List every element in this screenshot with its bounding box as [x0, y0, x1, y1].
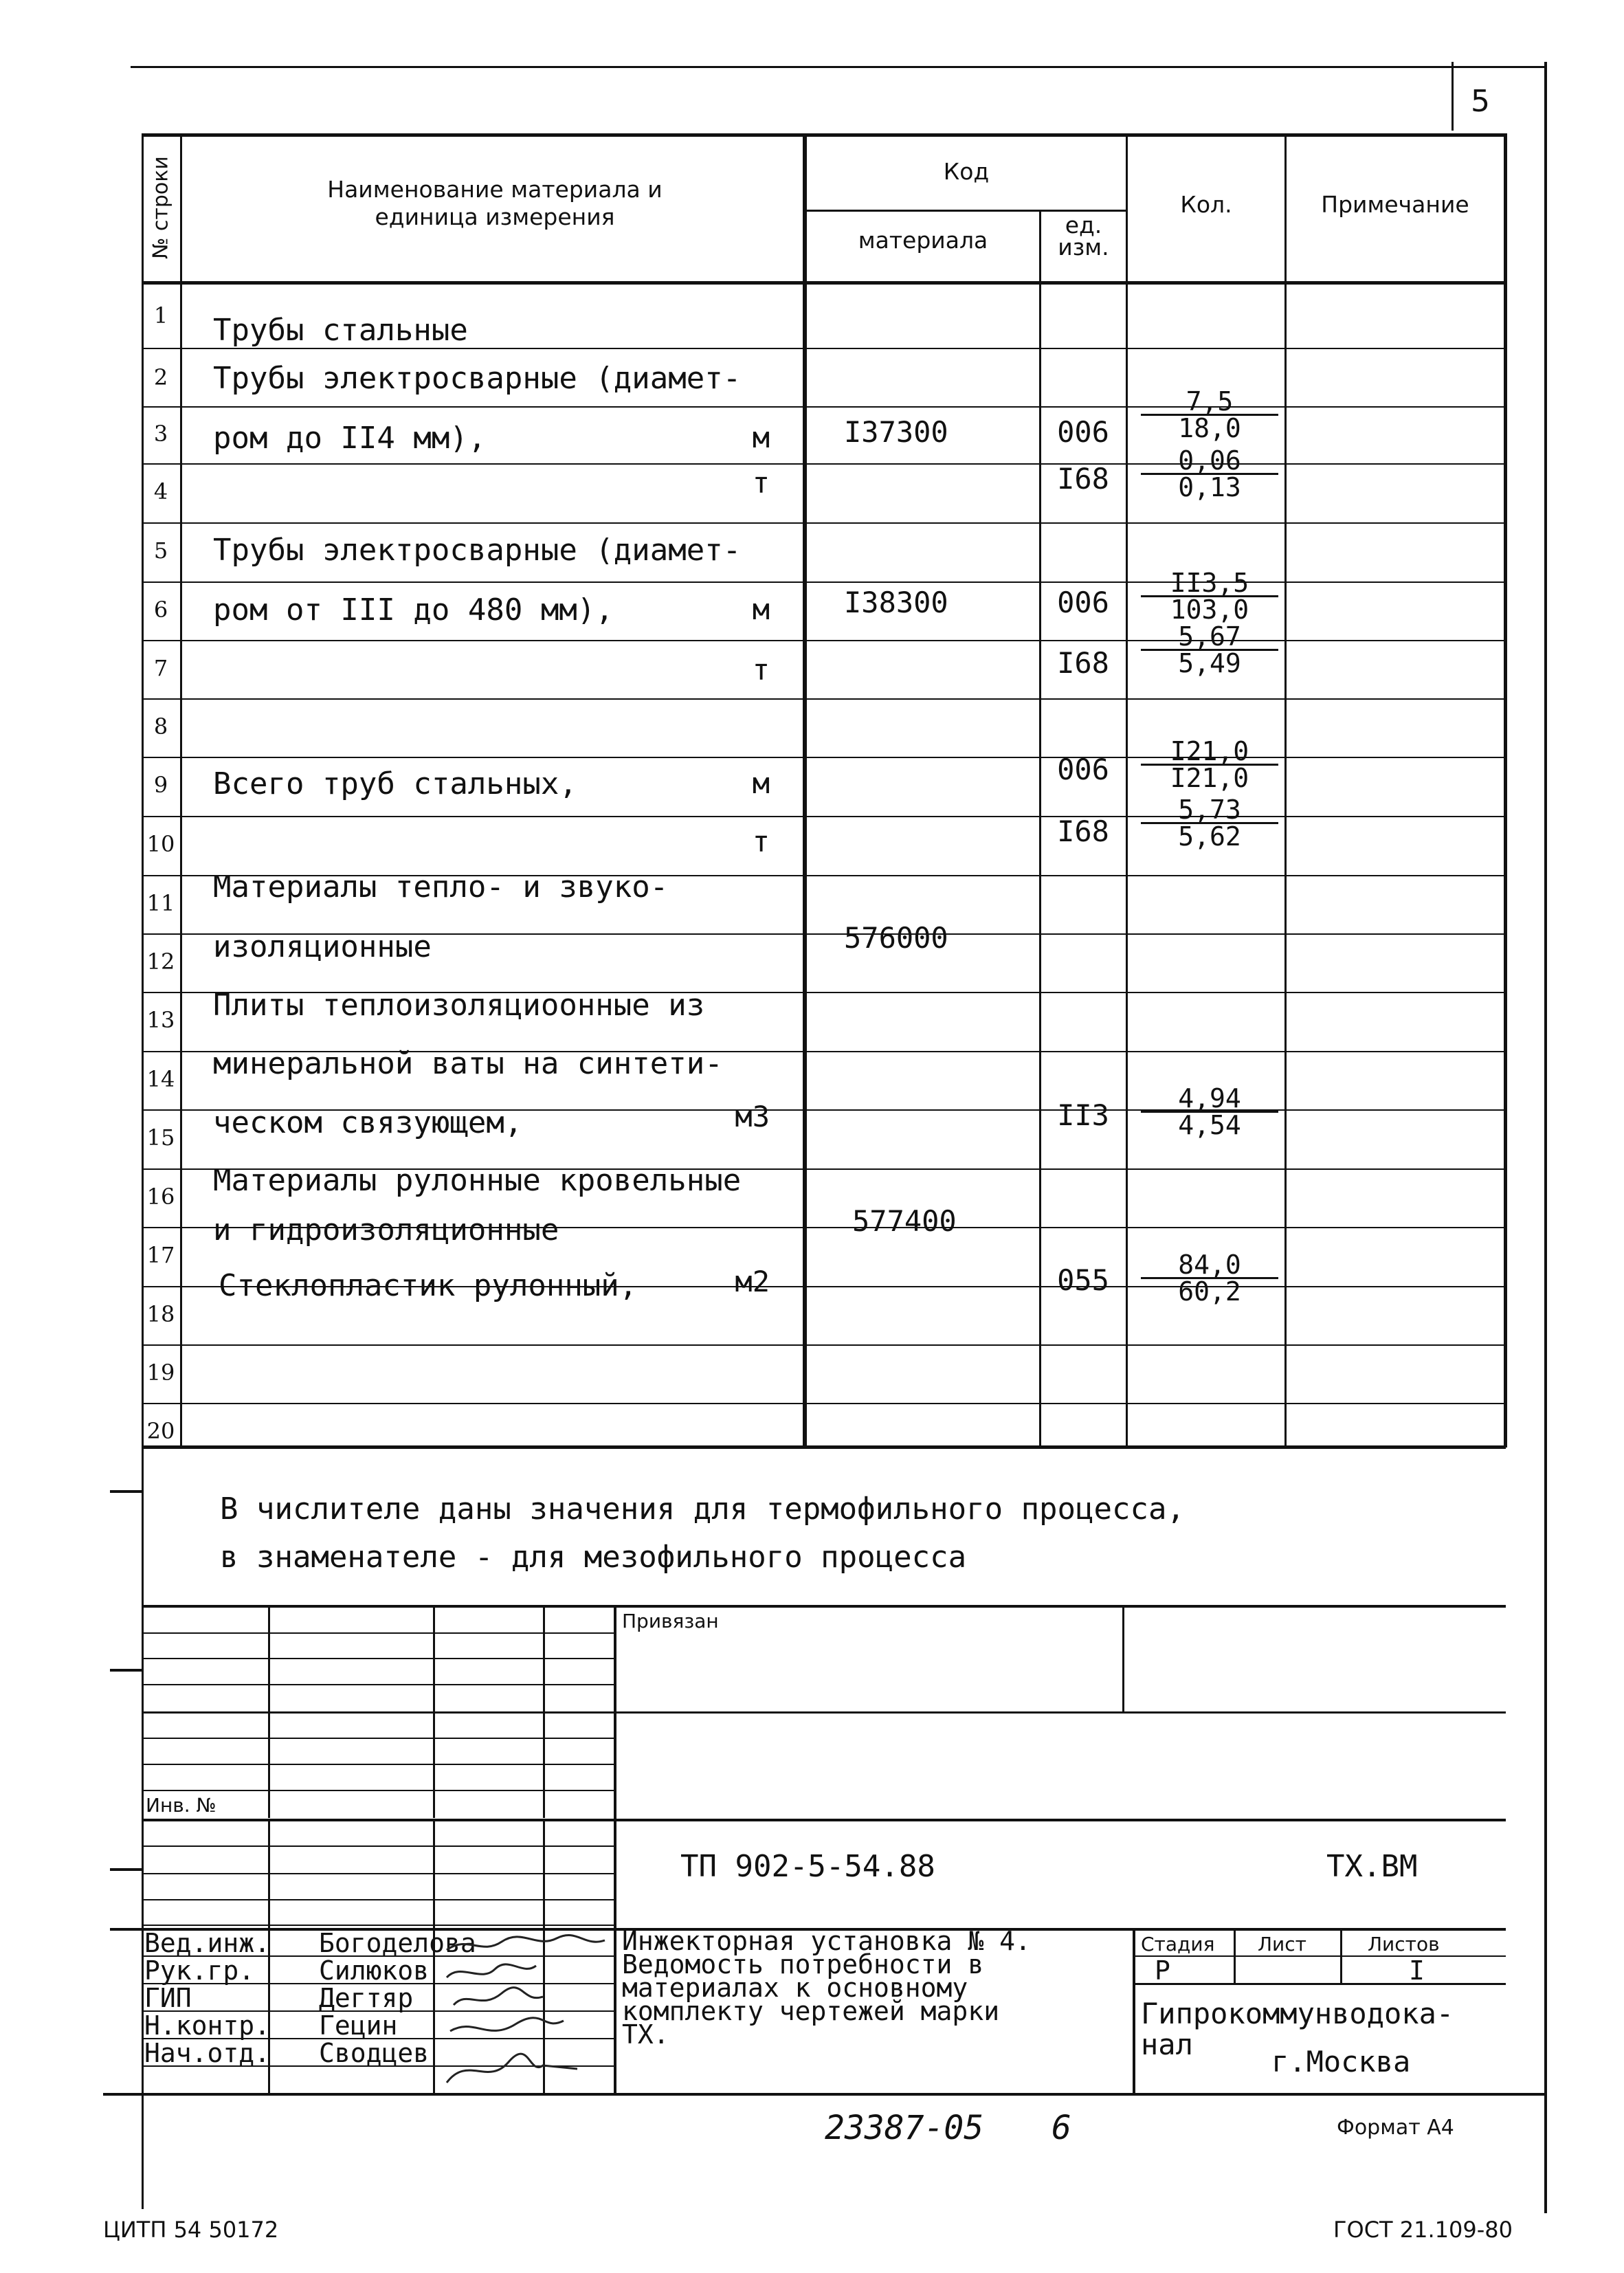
archive-number: 23387-05: [825, 2109, 984, 2147]
unit-code: 055: [1057, 1263, 1109, 1297]
row-unit: м: [752, 766, 770, 800]
person-name: Сводцев: [319, 2038, 430, 2068]
row-name: Плиты теплоизоляциоонные из: [213, 988, 705, 1023]
quantity-fraction: $\frac{II3,5}{103,0}$: [1141, 570, 1278, 622]
material-code: I37300: [844, 415, 948, 449]
row-number: 2: [153, 364, 168, 390]
unit-code: I68: [1057, 814, 1109, 848]
stage-label: Стадия: [1141, 1933, 1215, 1955]
document-mark: ТХ.ВМ: [1326, 1849, 1418, 1884]
row-name: Материалы тепло- и звуко-: [213, 869, 669, 905]
role-label: ГИП: [144, 1983, 192, 2013]
header-qty: Кол.: [1180, 191, 1232, 218]
row-number: 20: [146, 1418, 175, 1444]
quantity-fraction: $\frac{I21,0}{I21,0}$: [1141, 739, 1278, 790]
header-unit-code: ед. изм.: [1058, 212, 1109, 260]
person-name: Богоделова: [319, 1928, 476, 1958]
row-number: 12: [146, 949, 175, 975]
row-name: Материалы рулонные кровельные: [213, 1163, 742, 1198]
footer-standard: ГОСТ 21.109-80: [1333, 2217, 1513, 2243]
role-label: Рук.гр.: [144, 1955, 255, 1986]
row-number: 15: [146, 1124, 175, 1151]
person-name: Дегтяр: [319, 1983, 414, 2013]
row-number: 10: [146, 831, 175, 857]
row-name: Всего труб стальных,: [213, 766, 577, 801]
frame-right-line: [1544, 62, 1547, 2213]
row-number: 14: [146, 1066, 175, 1092]
row-unit: т: [752, 466, 770, 500]
row-number: 5: [153, 537, 168, 564]
unit-code: I68: [1057, 646, 1109, 680]
row-number: 11: [146, 890, 175, 916]
format-label: Формат А4: [1337, 2116, 1454, 2140]
footer-left-code: ЦИТП 54 50172: [103, 2217, 279, 2243]
row-number: 7: [153, 655, 168, 681]
quantity-fraction: $\frac{4,94}{4,54}$: [1141, 1086, 1278, 1138]
row-name: ром до II4 мм),: [213, 421, 487, 456]
sheets-value: I: [1409, 1955, 1425, 1986]
row-name: ческом связующем,: [213, 1105, 523, 1140]
row-number: 4: [153, 478, 168, 505]
organization-city: г.Москва: [1271, 2045, 1411, 2078]
header-code: Код: [943, 158, 990, 185]
row-number: 18: [146, 1301, 175, 1327]
footnote-line-2: в знаменателе - для мезофильного процесса: [220, 1540, 967, 1575]
row-unit: т: [752, 825, 770, 858]
unit-code: 006: [1057, 415, 1109, 449]
row-name: Трубы стальные: [213, 313, 468, 348]
row-number: 1: [153, 302, 168, 329]
sheets-label: Листов: [1368, 1933, 1440, 1955]
row-name: Стеклопластик рулонный,: [219, 1268, 638, 1303]
row-name: Трубы электросварные (диамет-: [213, 361, 742, 396]
footnote-line-1: В числителе даны значения для термофильного процесса,: [220, 1492, 1185, 1527]
row-name: и гидроизоляционные: [213, 1212, 559, 1248]
stage-value: Р: [1155, 1955, 1170, 1986]
row-name: изоляционные: [213, 929, 432, 964]
person-name: Гецин: [319, 2010, 398, 2041]
person-name: Силюков: [319, 1955, 430, 1986]
organization-line-2: нал: [1141, 2028, 1193, 2061]
document-code: ТП 902-5-54.88: [680, 1849, 935, 1884]
sheet-label: Лист: [1258, 1933, 1306, 1955]
unit-code: 006: [1057, 586, 1109, 619]
document-title: Инжекторная установка № 4. Ведомость потребности в материалах к основному комплекту чертежей марки ТХ.: [622, 1926, 1031, 2050]
quantity-fraction: $\frac{7,5}{18,0}$: [1141, 389, 1278, 441]
unit-code: II3: [1057, 1098, 1109, 1132]
row-number: 9: [153, 772, 168, 798]
header-material: материала: [858, 227, 988, 254]
row-unit: м3: [735, 1100, 770, 1133]
unit-code: I68: [1057, 462, 1109, 496]
row-number: 3: [153, 421, 168, 447]
row-name: минеральной ваты на синтети-: [213, 1046, 723, 1081]
row-number: 19: [146, 1360, 175, 1386]
page-number: 5: [1471, 84, 1490, 119]
role-label: Нач.отд.: [144, 2038, 271, 2068]
material-code: 576000: [844, 921, 948, 955]
organization-line-1: Гипрокоммунводока-: [1141, 1997, 1454, 2030]
row-number: 13: [146, 1007, 175, 1033]
row-number: 17: [146, 1242, 175, 1268]
row-name: Трубы электросварные (диамет-: [213, 533, 742, 568]
row-number: 8: [153, 713, 168, 740]
privyazan-label: Привязан: [622, 1610, 719, 1632]
material-code: I38300: [844, 586, 948, 619]
quantity-fraction: $\frac{5,73}{5,62}$: [1141, 797, 1278, 849]
row-unit: м2: [735, 1265, 770, 1298]
row-unit: м: [752, 421, 770, 454]
unit-code: 006: [1057, 753, 1109, 786]
inv-no-label: Инв. №: [146, 1794, 216, 1817]
row-name: ром от III до 480 мм),: [213, 592, 614, 628]
row-number: 6: [153, 597, 168, 623]
header-row-no: № строки: [148, 155, 173, 259]
role-label: Вед.инж.: [144, 1928, 271, 1958]
quantity-fraction: $\frac{84,0}{60,2}$: [1141, 1252, 1278, 1304]
archive-sheet: 6: [1052, 2109, 1071, 2147]
quantity-fraction: $\frac{0,06}{0,13}$: [1141, 448, 1278, 500]
row-unit: м: [752, 592, 770, 626]
row-unit: т: [752, 653, 770, 687]
handwritten-signatures: [440, 1928, 612, 2093]
role-label: Н.контр.: [144, 2010, 271, 2041]
row-number: 16: [146, 1184, 175, 1210]
header-note: Примечание: [1321, 191, 1469, 218]
quantity-fraction: $\frac{5,67}{5,49}$: [1141, 624, 1278, 676]
material-code: 577400: [852, 1204, 957, 1238]
header-name: Наименование материала и единица измерения: [327, 176, 663, 230]
